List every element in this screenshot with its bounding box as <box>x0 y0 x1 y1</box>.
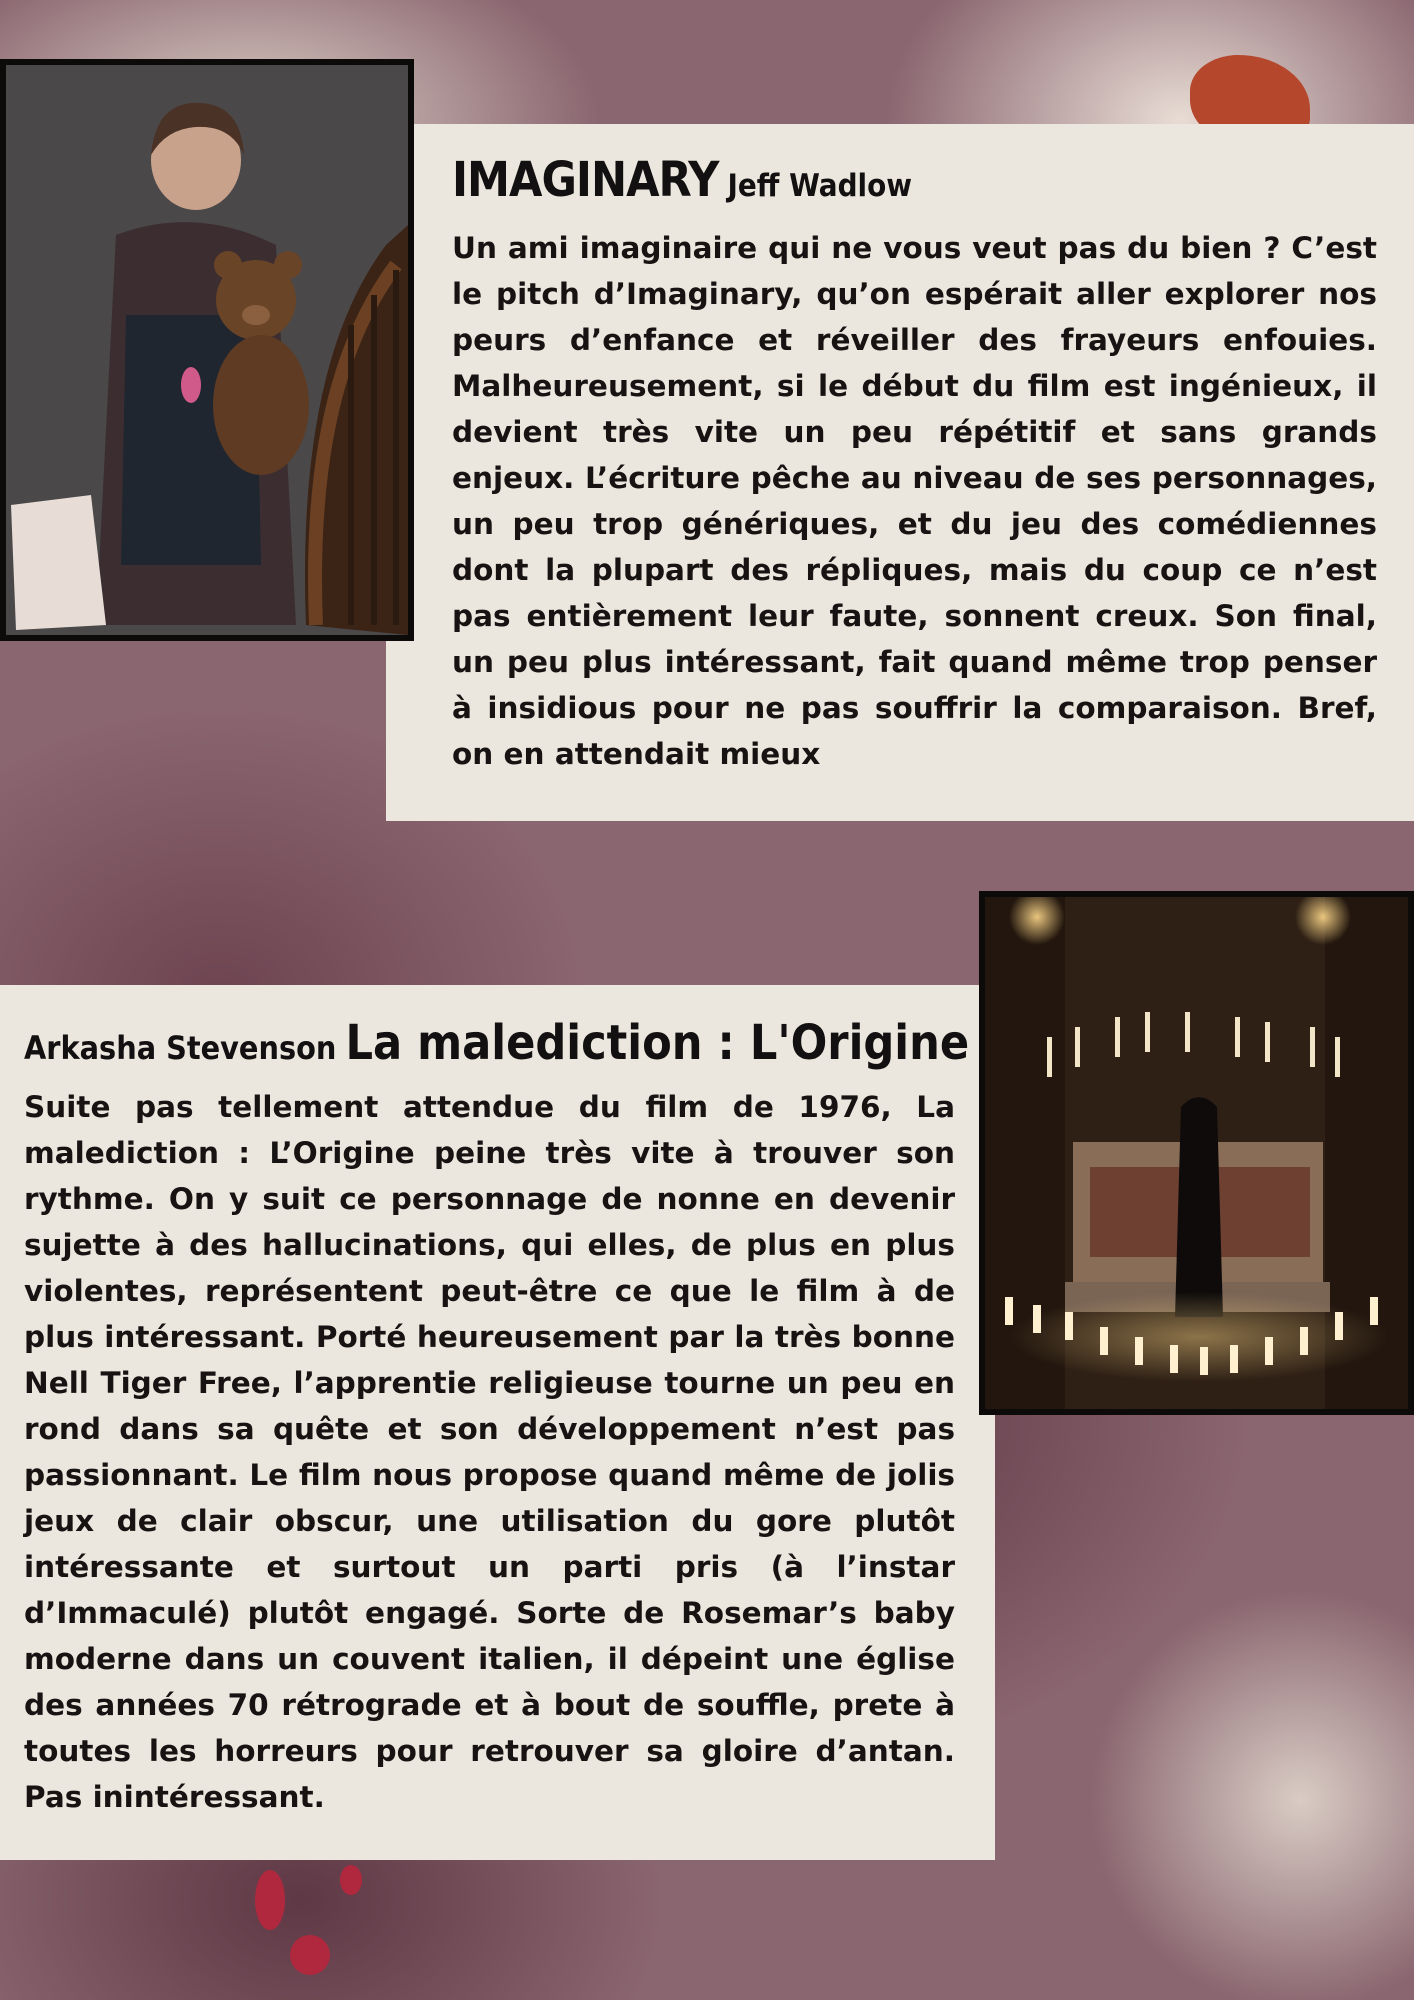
film-still-malediction <box>979 891 1414 1415</box>
review-heading <box>24 1015 970 1075</box>
review-text: Suite pas tellement attendue du film de 1976, La malediction : L’Origine peine très vite à trouver son rythme. On y suit ce personnage de nonne en devenir sujette à des hallucinations, qui elles, de plus en plus violentes, représentent peut-être ce que le film à de plus intéressant. Porté heureusement par la très bonne Nell Tiger Free, l’apprentie religieuse tourne un peu en rond dans sa quête et son développement n’est pas passionnant. Le film nous propose quand même de jolis jeux de clair obscur, une utilisation du gore plutôt intéressante et surtout un parti pris (à l’instar d’Immaculé) plutôt engagé. Sorte de Rosemar’s baby moderne dans un couvent italien, il dépeint une église des années 70 rétrograde et à bout de souffle, prete à toutes les horreurs pour retrouver sa gloire d’antan. Pas inintéressant. <box>24 1090 955 1814</box>
paint-splash <box>255 1870 285 1930</box>
review-card-malediction <box>0 985 995 1860</box>
review-card-imaginary <box>386 124 1414 821</box>
girl-with-teddy-bear-image <box>6 65 408 635</box>
nun-altar-candles-image <box>985 897 1408 1409</box>
film-still-imaginary <box>0 59 414 641</box>
review-heading <box>452 152 1377 214</box>
film-title: IMAGINARY <box>452 152 719 208</box>
director-name: Jeff Wadlow <box>727 168 913 204</box>
director-name: Arkasha Stevenson <box>24 1029 337 1067</box>
review-text: Un ami imaginaire qui ne vous veut pas du bien ? C’est le pitch d’Imaginary, qu’on espérait aller explorer nos peurs d’enfance et réveiller des frayeurs enfouies. Malheureusement, si le début du film est ingénieux, il devient très vite un peu répétitif et sans grands enjeux. L’écriture pêche au niveau de ses personnages, un peu trop génériques, et du jeu des comédiennes dont la plupart des répliques, mais du coup ce n’est pas entièrement leur faute, sonnent creux. Son final, un peu plus intéressant, fait quand même trop penser à insidious pour ne pas souffrir la comparaison. Bref, on en attendait mieux <box>452 231 1377 771</box>
film-title: La malediction : L'Origine <box>345 1015 970 1071</box>
paint-splash <box>340 1865 362 1895</box>
paint-splash <box>290 1935 330 1975</box>
